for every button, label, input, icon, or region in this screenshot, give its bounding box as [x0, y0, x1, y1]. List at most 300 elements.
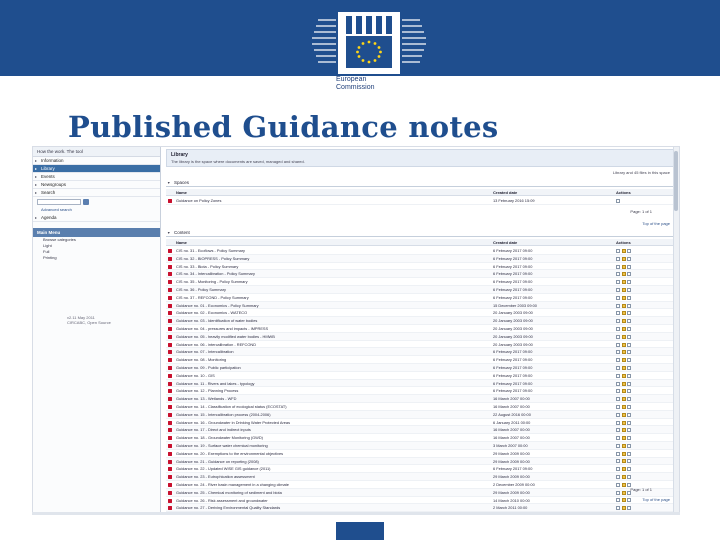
edit-icon[interactable] [616, 199, 620, 203]
col-actions: Actions [616, 240, 631, 245]
logo-line-2: Commission [336, 84, 375, 91]
document-date: 29 March 2009 00:00 [493, 474, 530, 480]
table-row[interactable] [166, 348, 674, 356]
edit-icon[interactable] [622, 405, 626, 409]
document-title[interactable]: Guidance no. 09 - Public participation [176, 364, 241, 370]
row-actions [616, 458, 656, 466]
properties-icon[interactable] [627, 467, 631, 471]
table-row[interactable] [166, 465, 674, 473]
document-title[interactable]: Guidance no. 12 - Planning Process [176, 388, 239, 394]
document-title[interactable]: CIS no. 31 - Ecoflows - Policy Summary [176, 248, 245, 253]
document-date: 16 March 2007 00:00 [493, 403, 530, 409]
view-icon[interactable] [616, 288, 620, 292]
view-icon[interactable] [616, 467, 620, 471]
folder-icon [168, 199, 172, 203]
edit-icon[interactable] [622, 272, 626, 276]
properties-icon[interactable] [627, 304, 631, 308]
edit-icon[interactable] [622, 350, 626, 354]
properties-icon[interactable] [627, 405, 631, 409]
library-header [166, 149, 674, 167]
row-actions [616, 270, 656, 278]
edit-icon[interactable] [622, 280, 626, 284]
document-icon [168, 358, 172, 362]
document-date: 6 February 2017 09:00 [493, 364, 533, 370]
document-title[interactable]: Guidance no. 19 - Surface water chemical monitoring [176, 442, 268, 448]
screenshot-frame-bottom [32, 512, 680, 515]
document-icon [168, 319, 172, 323]
view-icon[interactable] [616, 296, 620, 300]
document-icon [168, 296, 172, 300]
document-title[interactable]: Guidance no. 16 - Groundwater in Drinking Water Protected Areas [176, 419, 291, 425]
table-row[interactable] [166, 247, 674, 255]
table-row[interactable] [166, 270, 674, 278]
row-actions [616, 247, 656, 255]
document-title[interactable]: Guidance no. 05 - heavily modified water bodies - HMWB [176, 333, 275, 339]
document-icon [168, 304, 172, 308]
sidebar-item-agenda[interactable]: ▸ Agenda [33, 214, 160, 222]
view-icon[interactable] [616, 366, 620, 370]
document-icon [168, 343, 172, 347]
table-row[interactable] [166, 411, 674, 419]
view-icon[interactable] [616, 436, 620, 440]
document-icon [168, 436, 172, 440]
row-actions [616, 473, 656, 481]
view-icon[interactable] [616, 249, 620, 253]
row-actions [616, 450, 656, 458]
document-title[interactable]: CIS no. 35 - Monitoring - Policy Summary [176, 279, 248, 285]
properties-icon[interactable] [627, 459, 631, 463]
sidebar-item-events[interactable]: ▸ Events [33, 173, 160, 181]
table-row[interactable] [166, 419, 674, 427]
row-actions [616, 341, 656, 349]
row-actions [616, 426, 656, 434]
view-icon[interactable] [616, 506, 620, 510]
document-title[interactable]: Guidance no. 21 - Guidance on reporting (2008) [176, 458, 259, 464]
document-title[interactable]: Guidance no. 24 - River basin management in a changing climate [176, 481, 289, 487]
properties-icon[interactable] [627, 389, 631, 393]
view-icon[interactable] [616, 358, 620, 362]
space-title[interactable]: Guidance on Policy Zones [176, 198, 222, 203]
table-row[interactable] [166, 317, 674, 325]
logo-line-1: European [336, 76, 367, 83]
edit-icon[interactable] [622, 296, 626, 300]
sidebar-item-newsgroups[interactable]: ▸ Newsgroups [33, 181, 160, 189]
edit-icon[interactable] [622, 374, 626, 378]
pager[interactable]: Page: 1 of 1 [630, 487, 652, 492]
document-title[interactable]: Guidance no. 23 - Eutrophication assessment [176, 474, 255, 480]
document-title[interactable]: CIS no. 36 - Policy Summary [176, 286, 226, 292]
content-table [166, 247, 674, 512]
row-actions [616, 395, 656, 403]
document-date: 16 March 2007 00:00 [493, 427, 530, 433]
document-title[interactable]: Guidance no. 18 - Groundwater Monitoring (GWD) [176, 435, 263, 441]
view-icon[interactable] [616, 459, 620, 463]
document-title[interactable]: Guidance no. 07 - Intercalibration [176, 349, 234, 355]
edit-icon[interactable] [622, 288, 626, 292]
sidebar [33, 147, 161, 513]
document-title[interactable]: CIS no. 32 - BIOPRESS - Policy Summary [176, 255, 250, 261]
view-icon[interactable] [616, 444, 620, 448]
edit-icon[interactable] [622, 491, 626, 495]
table-row[interactable] [166, 458, 674, 466]
row-actions [616, 255, 656, 263]
row-actions [616, 387, 656, 395]
col-date[interactable]: Created date [493, 240, 518, 245]
edit-icon[interactable] [622, 428, 626, 432]
top-of-page-link[interactable]: Top of the page [642, 497, 670, 502]
document-title[interactable]: Guidance no. 22 - Updated WISE GIS guidance (2011) [176, 466, 271, 472]
document-title[interactable]: Guidance no. 01 - Economics - Policy Summary [176, 302, 259, 308]
view-icon[interactable] [616, 491, 620, 495]
properties-icon[interactable] [627, 288, 631, 292]
row-actions [616, 380, 656, 388]
row-actions [616, 302, 656, 310]
menu-item-browse[interactable]: Browse categories [43, 237, 76, 242]
document-title[interactable]: Guidance no. 27 - Deriving Environmental Quality Standards [176, 505, 281, 511]
table-row[interactable] [166, 387, 674, 395]
table-row[interactable] [166, 197, 674, 205]
properties-icon[interactable] [627, 397, 631, 401]
document-date: 20 January 2003 09:00 [493, 341, 533, 347]
row-actions [616, 333, 656, 341]
properties-icon[interactable] [627, 296, 631, 300]
view-icon[interactable] [616, 397, 620, 401]
document-date: 6 January 2011 00:00 [493, 419, 531, 425]
table-row[interactable] [166, 356, 674, 364]
row-actions [616, 419, 656, 427]
row-actions [616, 325, 656, 333]
library-title: Library [171, 152, 188, 158]
document-title[interactable]: Guidance no. 17 - Direct and indirect inputs [176, 427, 251, 433]
document-date: 6 February 2017 09:00 [493, 388, 533, 394]
view-icon[interactable] [616, 452, 620, 456]
document-icon [168, 350, 172, 354]
document-date: 6 February 2017 09:00 [493, 255, 533, 261]
edit-icon[interactable] [622, 319, 626, 323]
document-date: 14 March 2010 00:00 [493, 497, 530, 503]
row-actions [616, 278, 656, 286]
sidebar-item-search[interactable]: ▸ Search [33, 189, 160, 197]
document-title[interactable]: Guidance no. 20 - Exemptions to the environmental objectives [176, 450, 284, 456]
version-line: v2.11 May 2011 [67, 315, 95, 320]
document-icon [168, 272, 172, 276]
top-of-page-link[interactable]: Top of the page [642, 221, 670, 226]
row-actions [616, 356, 656, 364]
version-info [67, 315, 111, 325]
embedded-screenshot [32, 146, 680, 514]
table-row[interactable] [166, 504, 674, 512]
document-title[interactable]: CIS no. 34 - Intercalibration - Policy Summary [176, 271, 255, 277]
document-icon [168, 475, 172, 479]
view-icon[interactable] [616, 374, 620, 378]
view-icon[interactable] [616, 335, 620, 339]
row-actions [616, 309, 656, 317]
view-icon[interactable] [616, 389, 620, 393]
content-panel-header[interactable]: ▼ Content [166, 229, 674, 237]
table-row[interactable] [166, 450, 674, 458]
properties-icon[interactable] [627, 382, 631, 386]
edit-icon[interactable] [622, 382, 626, 386]
properties-icon[interactable] [627, 265, 631, 269]
edit-icon[interactable] [622, 483, 626, 487]
document-title[interactable]: Guidance no. 04 - pressures and impacts - IMPRESS [176, 325, 269, 331]
table-row[interactable] [166, 442, 674, 450]
view-icon[interactable] [616, 413, 620, 417]
row-actions [616, 294, 656, 302]
properties-icon[interactable] [627, 436, 631, 440]
properties-icon[interactable] [627, 475, 631, 479]
edit-icon[interactable] [622, 436, 626, 440]
spaces-panel-header[interactable]: ▼ Spaces [166, 179, 674, 187]
properties-icon[interactable] [627, 350, 631, 354]
properties-icon[interactable] [627, 506, 631, 510]
table-row[interactable] [166, 372, 674, 380]
edit-icon[interactable] [622, 311, 626, 315]
edit-icon[interactable] [622, 506, 626, 510]
table-row[interactable] [166, 294, 674, 302]
edit-icon[interactable] [622, 421, 626, 425]
search-icon[interactable] [83, 199, 89, 205]
edit-icon[interactable] [622, 413, 626, 417]
row-actions [616, 348, 656, 356]
document-title[interactable]: CIS no. 37 - REFCOND - Policy Summary [176, 294, 249, 300]
edit-icon[interactable] [622, 366, 626, 370]
table-row[interactable] [166, 473, 674, 481]
main-pane [166, 147, 674, 513]
properties-icon[interactable] [627, 343, 631, 347]
table-row[interactable] [166, 395, 674, 403]
spaces-table [166, 197, 674, 205]
table-row[interactable] [166, 263, 674, 271]
document-icon [168, 460, 172, 464]
edit-icon[interactable] [622, 498, 626, 502]
row-actions [616, 317, 656, 325]
document-title[interactable]: Guidance no. 26 - Risk assessment and groundwater [176, 497, 268, 503]
properties-icon[interactable] [627, 272, 631, 276]
properties-icon[interactable] [627, 358, 631, 362]
table-row[interactable] [166, 278, 674, 286]
document-date: 15 December 2003 09:00 [493, 302, 537, 308]
document-title[interactable]: Guidance no. 11 - Rivers and lakes - typology [176, 380, 255, 386]
document-title[interactable]: CIS no. 33 - Biota - Policy Summary [176, 263, 239, 269]
view-icon[interactable] [616, 350, 620, 354]
document-date: 6 February 2017 09:00 [493, 349, 533, 355]
properties-icon[interactable] [627, 335, 631, 339]
properties-icon[interactable] [627, 249, 631, 253]
view-icon[interactable] [616, 475, 620, 479]
document-title[interactable]: Guidance no. 25 - Chemical monitoring of sediment and biota [176, 489, 282, 495]
view-icon[interactable] [616, 428, 620, 432]
scrollbar-thumb[interactable] [674, 151, 678, 211]
properties-icon[interactable] [627, 366, 631, 370]
row-actions [616, 364, 656, 372]
view-icon[interactable] [616, 311, 620, 315]
sidebar-item-information[interactable]: ▸ Information [33, 157, 160, 165]
view-icon[interactable] [616, 280, 620, 284]
document-icon [168, 428, 172, 432]
table-row[interactable] [166, 497, 674, 505]
document-icon [168, 421, 172, 425]
advanced-search-link[interactable]: Advanced search [41, 207, 72, 212]
table-row[interactable] [166, 364, 674, 372]
document-date: 6 February 2017 09:00 [493, 248, 533, 253]
edit-icon[interactable] [622, 452, 626, 456]
properties-icon[interactable] [627, 428, 631, 432]
space-date: 13 February 2016 15:09 [493, 198, 535, 203]
table-row[interactable] [166, 286, 674, 294]
view-icon[interactable] [616, 405, 620, 409]
table-row[interactable] [166, 325, 674, 333]
document-icon [168, 335, 172, 339]
properties-icon[interactable] [627, 327, 631, 331]
document-title[interactable]: Guidance no. 14 - Classification of ecological status (ECOSTAT) [176, 403, 287, 409]
document-title[interactable]: Guidance no. 10 - GIS [176, 372, 215, 378]
view-icon[interactable] [616, 257, 620, 261]
edit-icon[interactable] [622, 475, 626, 479]
edit-icon[interactable] [622, 265, 626, 269]
document-icon [168, 452, 172, 456]
properties-icon[interactable] [627, 444, 631, 448]
document-date: 2 December 2009 00:00 [493, 481, 535, 487]
edit-icon[interactable] [622, 397, 626, 401]
table-row[interactable] [166, 434, 674, 442]
document-title[interactable]: Guidance no. 02 - Economics - WATECO [176, 310, 248, 316]
view-icon[interactable] [616, 272, 620, 276]
edit-icon[interactable] [622, 459, 626, 463]
document-icon [168, 506, 172, 510]
document-date: 6 February 2017 09:00 [493, 466, 533, 472]
sidebar-header: How the work. The tool [33, 147, 160, 157]
view-icon[interactable] [616, 483, 620, 487]
document-icon [168, 389, 172, 393]
document-date: 6 February 2017 09:00 [493, 263, 533, 269]
edit-icon[interactable] [622, 257, 626, 261]
page-title: Published Guidance notes [68, 110, 499, 144]
document-icon [168, 413, 172, 417]
table-row[interactable] [166, 481, 674, 489]
edit-icon[interactable] [622, 304, 626, 308]
table-row[interactable] [166, 426, 674, 434]
row-actions [616, 442, 656, 450]
document-icon [168, 405, 172, 409]
row-actions [616, 465, 656, 473]
menu-item-printing[interactable]: Printing [43, 255, 57, 260]
properties-icon[interactable] [627, 498, 631, 502]
edit-icon[interactable] [622, 358, 626, 362]
view-icon[interactable] [616, 382, 620, 386]
edit-icon[interactable] [622, 327, 626, 331]
view-icon[interactable] [616, 304, 620, 308]
view-icon[interactable] [616, 343, 620, 347]
row-actions [616, 434, 656, 442]
edit-icon[interactable] [622, 389, 626, 393]
document-icon [168, 444, 172, 448]
table-row[interactable] [166, 489, 674, 497]
document-icon [168, 257, 172, 261]
table-row[interactable] [166, 403, 674, 411]
eu-flag-icon [336, 522, 384, 540]
properties-icon[interactable] [627, 413, 631, 417]
document-title[interactable]: Guidance no. 03 - Identification of water bodies [176, 318, 258, 324]
document-date: 29 March 2009 00:00 [493, 450, 530, 456]
col-name[interactable]: Name [176, 240, 187, 245]
edit-icon[interactable] [622, 249, 626, 253]
properties-icon[interactable] [627, 257, 631, 261]
view-icon[interactable] [616, 265, 620, 269]
table-row[interactable] [166, 309, 674, 317]
properties-icon[interactable] [627, 421, 631, 425]
edit-icon[interactable] [622, 343, 626, 347]
document-date: 6 February 2017 09:00 [493, 380, 533, 386]
col-date[interactable]: Created date [493, 190, 518, 195]
document-title[interactable]: Guidance no. 06 - intercalibration - REFCOND [176, 341, 257, 347]
edit-icon[interactable] [622, 467, 626, 471]
pager[interactable]: Page: 1 of 1 [630, 209, 652, 214]
document-date: 29 March 2009 00:00 [493, 489, 530, 495]
table-row[interactable] [166, 341, 674, 349]
document-title[interactable]: Guidance no. 13 - Wetlands - WFD [176, 396, 237, 402]
document-icon [168, 382, 172, 386]
document-title[interactable]: Guidance no. 08 - Monitoring [176, 357, 227, 363]
document-date: 20 January 2003 09:00 [493, 310, 533, 316]
document-date: 6 February 2017 09:00 [493, 286, 533, 292]
col-name[interactable]: Name [176, 190, 187, 195]
properties-icon[interactable] [627, 280, 631, 284]
document-icon [168, 280, 172, 284]
table-row[interactable] [166, 255, 674, 263]
logo-text [336, 76, 375, 92]
document-icon [168, 397, 172, 401]
menu-item-light[interactable]: Light [43, 243, 52, 248]
library-description: The library is the space where documents are saved, managed and shared. [171, 159, 305, 164]
view-icon[interactable] [616, 319, 620, 323]
table-row[interactable] [166, 380, 674, 388]
search-input[interactable] [37, 199, 81, 205]
properties-icon[interactable] [627, 374, 631, 378]
row-actions [616, 197, 656, 205]
document-icon [168, 311, 172, 315]
table-row[interactable] [166, 302, 674, 310]
document-icon [168, 467, 172, 471]
view-icon[interactable] [616, 421, 620, 425]
properties-icon[interactable] [627, 311, 631, 315]
document-date: 3 March 2007 00:00 [493, 442, 528, 448]
content-table-header [166, 239, 674, 246]
view-icon[interactable] [616, 327, 620, 331]
edit-icon[interactable] [622, 335, 626, 339]
scrollbar[interactable] [673, 147, 679, 513]
document-date: 16 March 2007 00:00 [493, 435, 530, 441]
sidebar-search [33, 197, 160, 206]
sidebar-item-library[interactable]: ▸ Library [33, 165, 160, 173]
row-actions [616, 504, 656, 512]
document-date: 6 February 2017 09:00 [493, 372, 533, 378]
document-title[interactable]: Guidance no. 15 - Intercalibration process (2004-2006) [176, 411, 271, 417]
properties-icon[interactable] [627, 319, 631, 323]
document-date: 6 February 2017 09:00 [493, 357, 533, 363]
document-icon [168, 499, 172, 503]
library-summary: Library and 45 files in this space [612, 170, 670, 175]
menu-item-full[interactable]: Full [43, 249, 50, 254]
row-actions [616, 411, 656, 419]
row-actions [616, 263, 656, 271]
edit-icon[interactable] [622, 444, 626, 448]
document-date: 6 February 2017 09:00 [493, 294, 533, 300]
view-icon[interactable] [616, 498, 620, 502]
document-icon [168, 366, 172, 370]
properties-icon[interactable] [627, 452, 631, 456]
table-row[interactable] [166, 333, 674, 341]
